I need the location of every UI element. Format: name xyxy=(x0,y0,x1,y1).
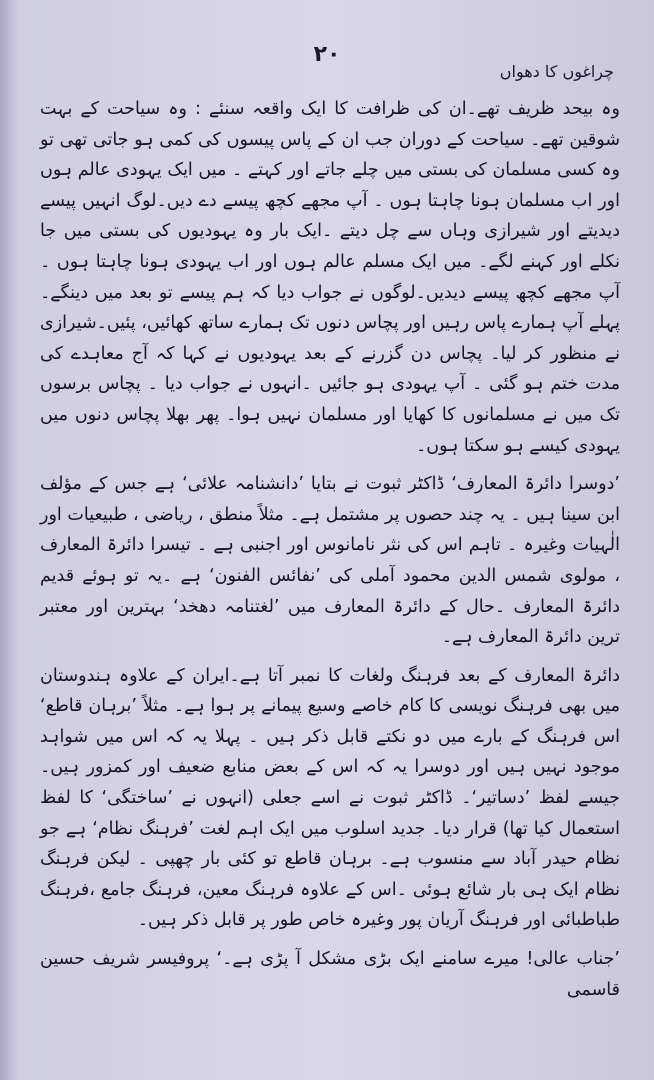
paragraph-anecdote: وہ بیحد ظریف تھے۔ان کی ظرافت کا ایک واقعہ سنئے : وہ سیاحت کے بہت شوقین تھے۔ سیاحت کے دوران جب ان کے پاس پیسوں کی کمی ہو جاتی تھی تو وہ کسی مسلمان کی بستی میں چلے جاتے اور کہتے ۔ میں ایک یہودی عالم ہوں اور اب مسلمان ہونا چاہتا ہوں ۔ آپ مجھے کچھ پیسے دے دیں۔لوگ انہیں پیسے دیدیتے اور شیرازی وہاں سے چل دیتے ۔ایک بار وہ یہودیوں کی بستی میں جا نکلے اور کہنے لگے۔ میں ایک مسلم عالم ہوں اور اب یہودی ہونا چاہتا ہوں ۔ آپ مجھے کچھ پیسے دیدیں۔لوگوں نے جواب دیا کہ ہم پیسے تو بعد میں دینگے۔ پہلے آپ ہمارے پاس رہیں اور پچاس دنوں تک ہمارے ساتھ کھائیں، پئیں۔شیرازی نے منظور کر لیا۔ پچاس دن گزرنے کے بعد یہودیوں نے کہا کہ آج معاہدے کی مدت ختم ہو گئی ۔ آپ یہودی ہو جائیں ۔انہوں نے جواب دیا ۔ پچاس برسوں تک میں نے مسلمانوں کا کھایا اور مسلمان نہیں ہوا۔ پھر بھلا پچاس دنوں میں یہودی کیسے ہو سکتا ہوں۔ xyxy=(40,99,620,456)
paragraph-dictionaries: دائرۃ المعارف کے بعد فرہنگ ولغات کا نمبر آتا ہے۔ایران کے علاوہ ہندوستان میں بھی فرہنگ نویسی کا کام خاصے وسیع پیمانے پر ہوا ہے۔ مثلاً ’برہان قاطع‘ اس فرہنگ کے بارے میں دو نکتے قابل ذکر ہیں ۔ پہلا یہ کہ اس میں شواہد موجود نہیں ہیں اور دوسرا یہ کہ اس کے بعض منابع ضعیف اور کمزور ہیں۔ جیسے لفظ ’دساتیر‘۔ ڈاکٹر ثبوت نے اسے جعلی (انہوں نے ’ساختگی‘ کا لفظ استعمال کیا تھا) قرار دیا۔ جدید اسلوب میں ایک اہم لغت ’فرہنگ نظام‘ ہے جو نظام حیدر آباد سے منسوب ہے۔ برہان قاطع تو کئی بار چھپی ۔ لیکن فرہنگ نظام ایک ہی بار شائع ہوئی ۔اس کے علاوہ فرہنگ معین، فرہنگ جامع ،فرہنگ طباطبائی اور فرہنگ آریان پور وغیرہ خاص طور پر قابل ذکر ہیں۔ xyxy=(40,665,620,931)
paragraph-quote: ’جناب عالی! میرے سامنے ایک بڑی مشکل آ پڑی ہے۔‘ پروفیسر شریف حسین قاسمی xyxy=(40,949,620,1000)
page-number: ٢٠ xyxy=(313,42,341,67)
paragraph-encyclopedias: ’دوسرا دائرۃ المعارف‘ ڈاکٹر ثبوت نے بتایا ’دانشنامہ علائی‘ ہے جس کے مؤلف ابن سینا ہیں ۔ یہ چند حصوں پر مشتمل ہے۔ مثلاً منطق ، ریاضی ، طبیعیات اور الٰہیات وغیرہ ۔ تاہم اس کی نثر نامانوس اور اجنبی ہے ۔ تیسرا دائرۃ المعارف ، مولوی شمس الدین محمود آملی کی ’نفائس الفنون‘ ہے ۔یہ تو ہوئے قدیم دائرۃ المعارف ۔حال کے دائرۃ المعارف میں ’لغتنامہ دھخد‘ بہترین اور معتبر ترین دائرۃ المعارف ہے۔ xyxy=(40,474,620,648)
page-gutter-shadow xyxy=(0,0,18,1080)
running-title: چراغوں کا دھواں xyxy=(499,62,614,81)
page-body-text xyxy=(40,94,620,1005)
